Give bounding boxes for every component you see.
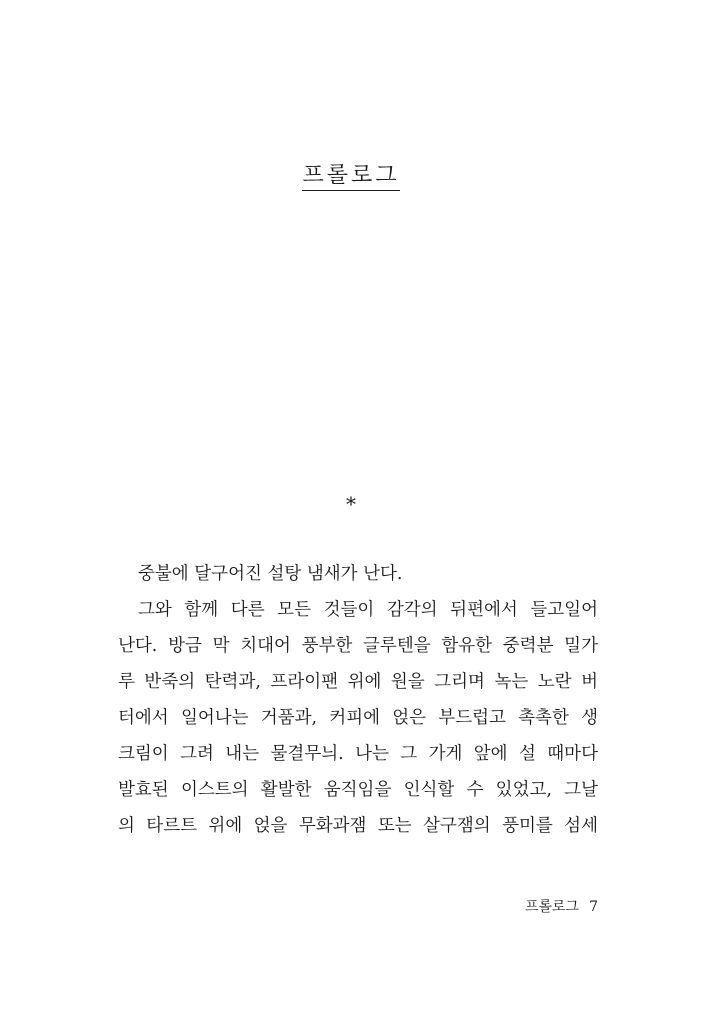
- body-line: 크림이 그려 내는 물결무늬. 나는 그 가게 앞에 설 때마다: [118, 744, 598, 764]
- body-line: 루 반죽의 탄력과, 프라이팬 위에 원을 그리며 녹는 노란 버: [118, 672, 598, 692]
- body-line: 난다. 방금 막 치대어 풍부한 글루텐을 함유한 중력분 밀가: [118, 636, 598, 656]
- body-line: 발효된 이스트의 활발한 움직임을 인식할 수 있었고, 그날: [118, 780, 598, 800]
- running-footer: [448, 896, 598, 916]
- body-line: 중불에 달구어진 설탕 냄새가 난다.: [138, 564, 403, 584]
- body-line: 그와 함께 다른 모든 것들이 감각의 뒤편에서 들고일어: [138, 600, 598, 620]
- chapter-title-text: 프롤로그: [302, 163, 399, 191]
- page-number: 7: [589, 899, 598, 915]
- body-line: 의 타르트 위에 얹을 무화과잼 또는 살구잼의 풍미를 섬세: [118, 816, 598, 836]
- body-line: 터에서 일어나는 거품과, 커피에 얹은 부드럽고 촉촉한 생: [118, 708, 598, 728]
- body-text: [118, 556, 598, 844]
- section-separator: *: [346, 492, 356, 516]
- chapter-title: [0, 158, 702, 189]
- running-footer-title: 프롤로그: [524, 899, 580, 915]
